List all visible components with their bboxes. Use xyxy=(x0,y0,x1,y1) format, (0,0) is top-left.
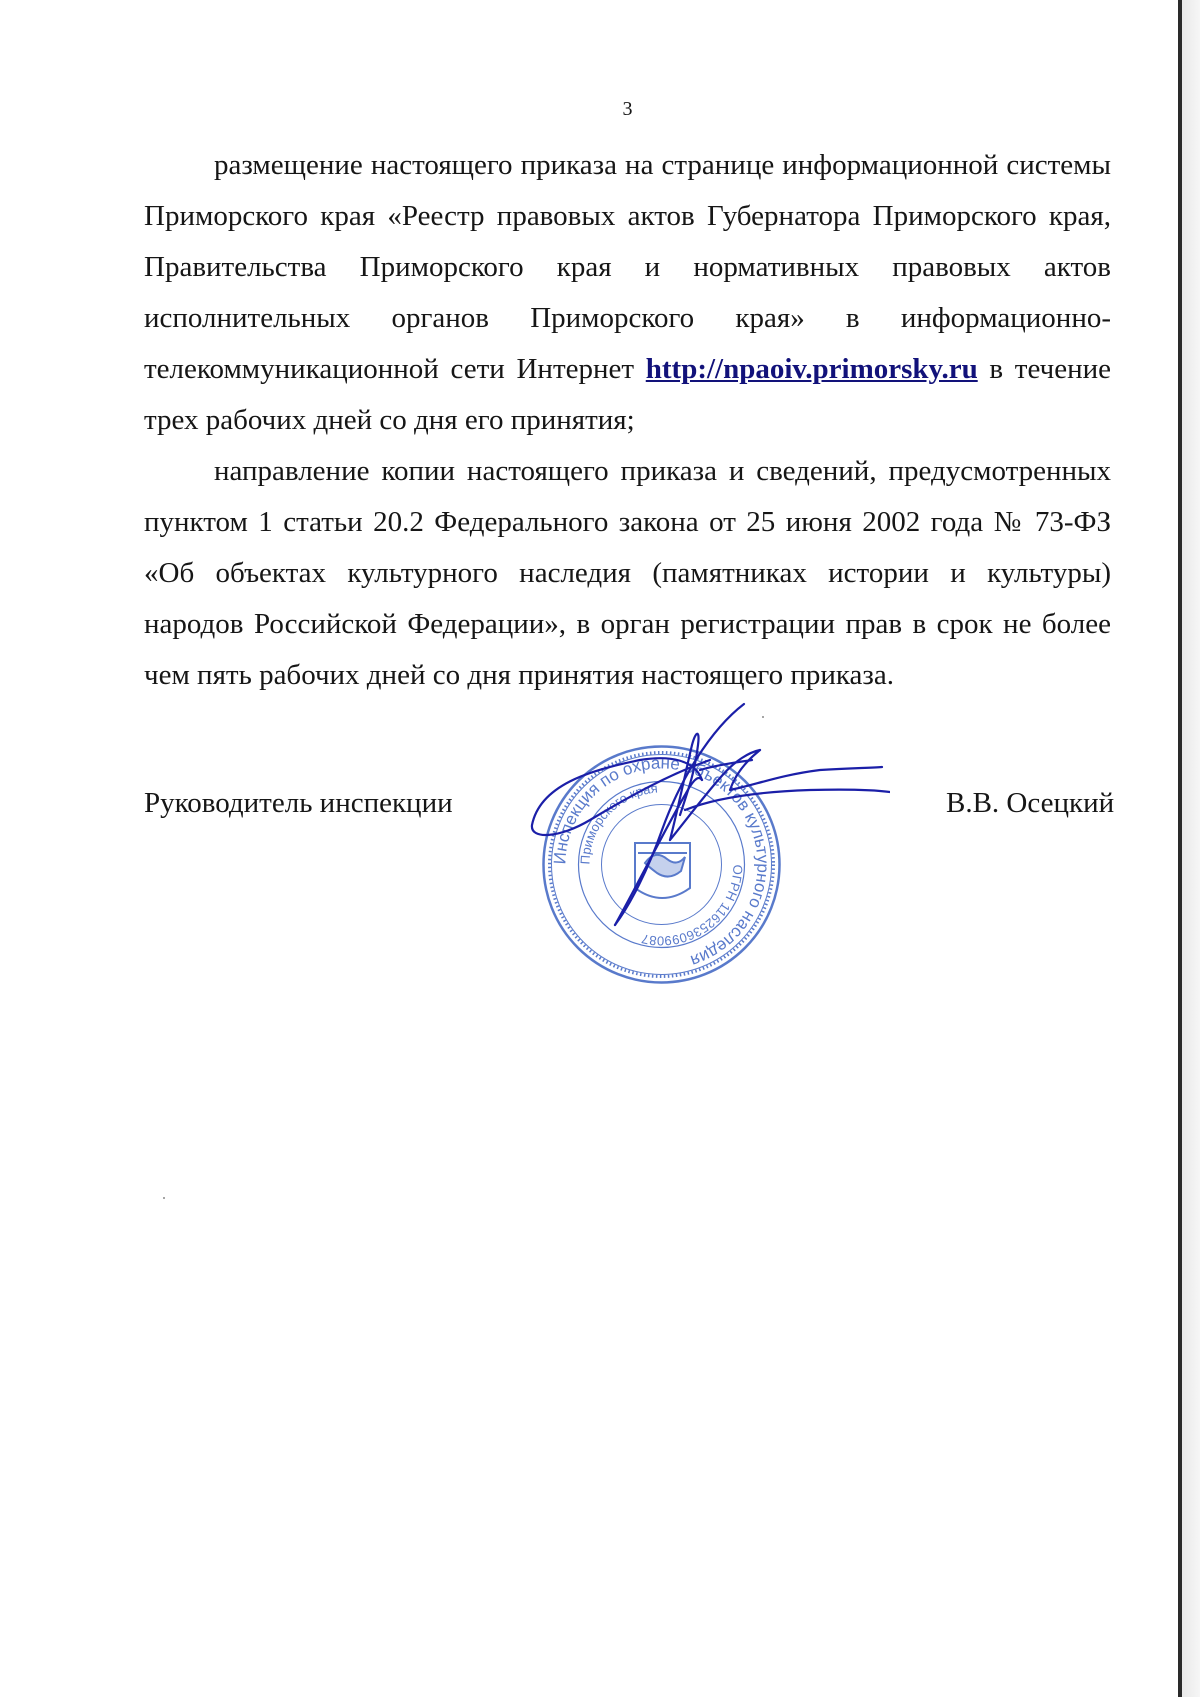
seal-outer-text: Инспекция по охране объектов культурного наследия xyxy=(550,753,773,971)
scan-speck xyxy=(163,1197,165,1199)
signatory-role: Руководитель инспекции xyxy=(144,787,453,819)
seal-inner-ogrn: ОГРН 1162536099087 xyxy=(640,864,746,949)
paragraph-registration: направление копии настоящего приказа и сведений, предусмотренных пунктом 1 статьи 20.2 Федерального закона от 25 июня 2002 года № 73-ФЗ «Об объектах культурного наследия (памятниках истории и культуры) народов Российской Федерации», в орган регистрации прав в срок не более чем пять рабочих дней со дня принятия настоящего приказа. xyxy=(144,455,1111,691)
page-number: 3 xyxy=(622,98,633,120)
document-body xyxy=(144,140,1111,701)
handwritten-signature xyxy=(520,700,890,935)
registry-url-link[interactable]: http://npaoiv.primorsky.ru xyxy=(645,353,978,385)
seal-inner-text: Приморского края xyxy=(577,780,659,865)
scan-speck xyxy=(762,716,764,718)
paragraph-publication-text-end: в течение трех рабочих дней со дня его принятия; xyxy=(144,353,1111,436)
scan-right-shade xyxy=(1182,0,1200,1697)
paragraph-publication-text-start: размещение настоящего приказа на странице информационной системы Приморского края «Реестр правовых актов Губернатора Приморского края, Правительства Приморского края и нормативных правовых актов исполнительных органов Приморского края» в информационно-телекоммуникационной сети Интернет xyxy=(144,149,1111,385)
scan-right-edge xyxy=(1178,0,1182,1697)
signatory-name: В.В. Осецкий xyxy=(946,787,1115,819)
paragraph-publication xyxy=(144,140,1111,446)
